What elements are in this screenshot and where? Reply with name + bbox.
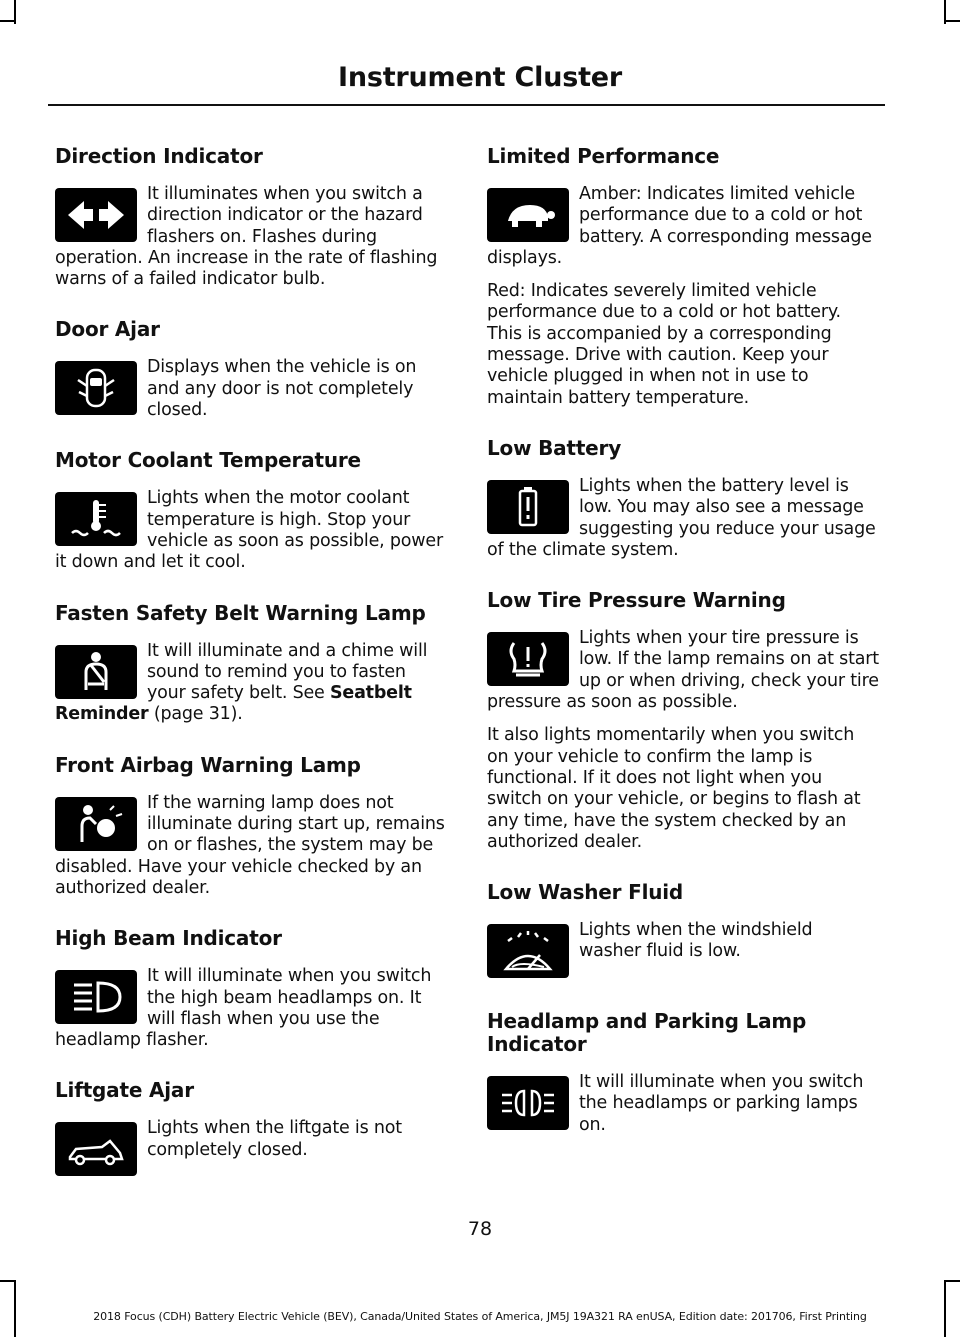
section-title: Door Ajar xyxy=(55,317,160,342)
direction-indicator-icon xyxy=(55,188,137,242)
section-gap xyxy=(487,853,879,881)
section-text: Lights when the motor coolant temperature is high. Stop your vehicle as soon as possible, power it down and let it cool. xyxy=(55,488,443,573)
door-ajar-icon xyxy=(55,361,137,415)
turtle-icon xyxy=(487,188,569,242)
crop-mark xyxy=(946,20,960,22)
section-gap xyxy=(487,409,879,437)
coolant-temperature-icon xyxy=(55,492,137,546)
section-limited-performance xyxy=(487,145,879,409)
section-gap xyxy=(487,982,879,1010)
section-text: It will illuminate and a chime will sound to remind you to fasten your safety belt. See xyxy=(147,640,428,704)
section-title: Low Washer Fluid xyxy=(487,880,684,905)
section-body xyxy=(487,920,879,982)
crop-mark xyxy=(944,1280,946,1337)
section-body xyxy=(487,1072,879,1136)
section-title: Low Tire Pressure Warning xyxy=(487,588,786,613)
section-text: It will illuminate when you switch the headlamps or parking lamps on. xyxy=(579,1072,864,1135)
section-title: High Beam Indicator xyxy=(55,926,282,951)
section-text: It illuminates when you switch a direction indicator or the hazard flashers on. Flashes during operation. An increase in the rate of flashing warns of a failed indicator bulb. xyxy=(55,184,438,290)
section-airbag xyxy=(55,754,447,899)
section-text: Lights when the battery level is low. You may also see a message suggesting you reduce your usage of the climate system. xyxy=(487,475,876,560)
left-column xyxy=(55,145,447,1180)
section-gap xyxy=(55,290,447,318)
section-text: Red: Indicates severely limited vehicle performance due to a cold or hot battery. This is accompanied by a corresponding message. Drive with caution. Keep your vehicle plugged in when not in use to maintain battery temperature. xyxy=(487,281,841,408)
section-title: Headlamp and Parking Lamp Indicator xyxy=(487,1009,807,1057)
section-body xyxy=(55,357,447,421)
section-title: Direction Indicator xyxy=(55,144,263,168)
section-text: Amber: Indicates limited vehicle performance due to a cold or hot battery. A corresponding message displays. xyxy=(487,184,872,268)
page-title: Instrument Cluster xyxy=(337,62,623,93)
crop-mark xyxy=(0,1280,14,1282)
section-body xyxy=(55,641,447,726)
high-beam-icon xyxy=(55,970,137,1024)
footer-text: 2018 Focus (CDH) Battery Electric Vehicle (BEV), Canada/United States of America, JM5J 19A321 RA enUSA, Edition date: 201706, First Printing xyxy=(93,1310,867,1323)
section-seatbelt xyxy=(55,602,447,726)
section-text: Lights when your tire pressure is low. If the lamp remains on at start up or when driving, check your tire pressure as soon as possible. xyxy=(487,628,879,713)
section-gap xyxy=(55,574,447,602)
parking-lamp-icon xyxy=(487,1076,569,1130)
section-body xyxy=(55,184,447,290)
seatbelt-icon xyxy=(55,645,137,699)
section-liftgate xyxy=(55,1079,447,1180)
section-body xyxy=(55,966,447,1051)
section-body xyxy=(55,488,447,573)
section-gap xyxy=(55,1051,447,1079)
section-title: Liftgate Ajar xyxy=(55,1078,194,1103)
section-body xyxy=(55,1118,447,1180)
section-tire-pressure xyxy=(487,589,879,853)
page-reference: (page 31). xyxy=(148,704,243,725)
section-text: Lights when the liftgate is not completely closed. xyxy=(147,1118,402,1160)
section-text: Lights when the windshield washer fluid is low. xyxy=(579,920,813,962)
section-low-battery xyxy=(487,437,879,561)
section-text: It will illuminate when you switch the high beam headlamps on. It will flash when you use the headlamp flasher. xyxy=(55,966,432,1051)
section-coolant xyxy=(55,449,447,573)
section-high-beam xyxy=(55,927,447,1051)
washer-fluid-icon xyxy=(487,924,569,978)
section-gap xyxy=(55,726,447,754)
section-door-ajar xyxy=(55,318,447,421)
crop-mark xyxy=(14,1280,16,1337)
low-battery-icon xyxy=(487,480,569,534)
section-body xyxy=(487,476,879,561)
section-body xyxy=(55,793,447,899)
section-text: Displays when the vehicle is on and any door is not completely closed. xyxy=(147,357,417,421)
section-gap xyxy=(55,899,447,927)
section-body xyxy=(487,628,879,713)
section-title: Motor Coolant Temperature xyxy=(55,448,361,473)
section-body xyxy=(487,184,879,269)
header-rule xyxy=(48,104,885,106)
seatbelt-reminder-link[interactable]: Seatbelt Reminder xyxy=(55,683,412,725)
section-title: Front Airbag Warning Lamp xyxy=(55,752,361,777)
section-gap xyxy=(487,561,879,589)
section-title: Low Battery xyxy=(487,435,622,460)
tire-pressure-icon xyxy=(487,632,569,686)
section-text: It also lights momentarily when you switch on your vehicle to confirm the lamp is functional. If it does not light when you switch on your vehicle, or begins to flash at any time, have the system checked by an authorized dealer. xyxy=(487,725,861,852)
section-direction-indicator xyxy=(55,145,447,290)
section-headlamp-parking xyxy=(487,1010,879,1136)
crop-mark xyxy=(946,1280,960,1282)
section-gap xyxy=(55,421,447,449)
section-title: Limited Performance xyxy=(487,144,720,168)
liftgate-ajar-icon xyxy=(55,1122,137,1176)
crop-mark xyxy=(0,20,14,22)
section-text: If the warning lamp does not illuminate during start up, remains on or flashes, the system may be disabled. Have your vehicle checked by an authorized dealer. xyxy=(55,792,445,898)
section-washer-fluid xyxy=(487,881,879,982)
section-title: Fasten Safety Belt Warning Lamp xyxy=(55,600,426,625)
page-number: 78 xyxy=(467,1218,493,1240)
airbag-icon xyxy=(55,797,137,851)
crop-mark xyxy=(14,0,16,24)
right-column xyxy=(487,145,879,1136)
